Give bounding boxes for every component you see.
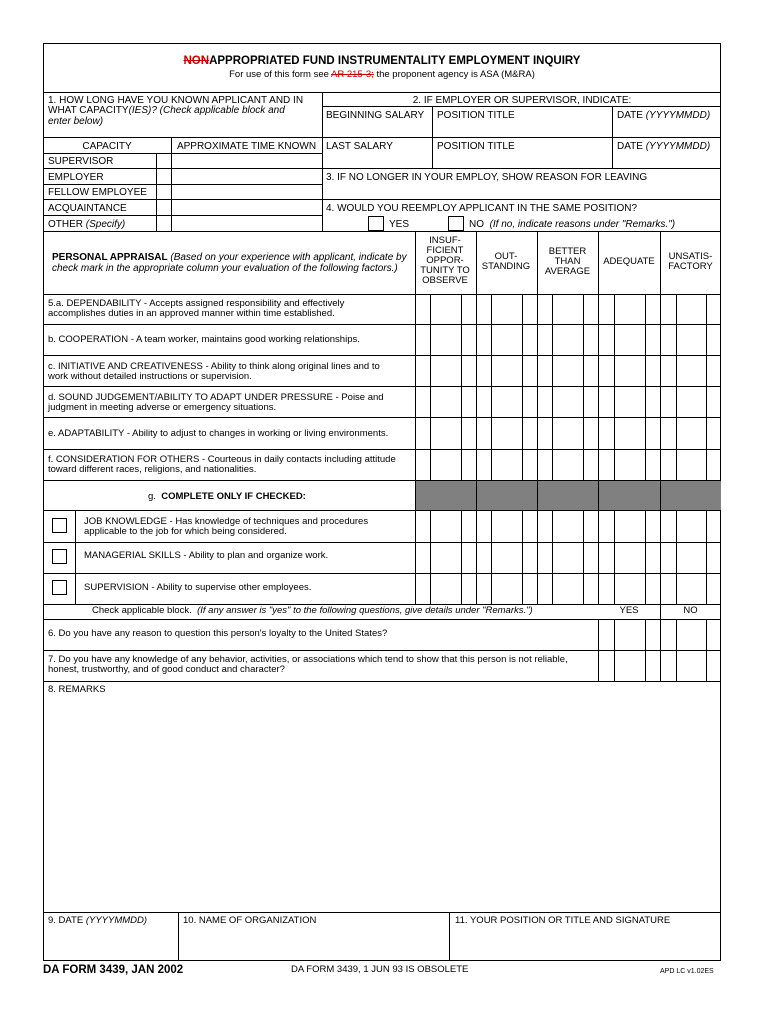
divider (522, 510, 523, 604)
q7-l2: honest, trustworthy, and of good conduct and character? (48, 664, 285, 675)
factor-adaptability (48, 429, 388, 439)
divider (449, 912, 450, 961)
factor-initiative (48, 362, 380, 382)
divider (645, 294, 646, 481)
divider (178, 912, 179, 961)
divider (430, 510, 431, 604)
col-time-known: APPROXIMATE TIME KNOWN (176, 141, 317, 152)
factor-judgement (48, 393, 384, 413)
sec1-line2 (48, 105, 285, 116)
date-label: DATE (617, 110, 643, 121)
divider (43, 510, 721, 511)
divider (676, 619, 677, 681)
subtitle-part-a: For use of this form see (229, 69, 332, 80)
version-label: APD LC v1.02ES (660, 968, 714, 975)
divider (676, 294, 677, 481)
col1-l5: OBSERVE (422, 275, 468, 286)
title-strike-prefix: NON (183, 55, 210, 67)
divider (598, 231, 599, 604)
col2-l1: OUT- (494, 251, 518, 262)
divider (706, 619, 707, 681)
other-hint: (Specify) (85, 219, 126, 230)
divider (415, 231, 416, 604)
divider (43, 231, 721, 232)
divider (43, 184, 322, 185)
remarks-label: 8. REMARKS (48, 684, 106, 695)
divider (660, 231, 661, 604)
other-label: OTHER (48, 219, 83, 230)
reemploy-no-checkbox[interactable] (448, 216, 464, 231)
sec1-line2a: WHAT CAPACITY (48, 105, 129, 116)
position-title-label: POSITION TITLE (437, 141, 515, 152)
sec1-line3: enter below) (48, 116, 104, 127)
divider (43, 355, 721, 356)
divider (322, 92, 323, 199)
appraisal-hint1: (Based on your experience with applicant, indicate by (170, 252, 407, 263)
yes-column-label: YES (619, 605, 639, 616)
g-supervision (84, 583, 311, 593)
factor-a-l2: accomplishes duties in an approved manner within time established. (48, 308, 335, 319)
divider (491, 294, 492, 481)
divider (706, 510, 707, 604)
g-item1-l2: applicable to the job for which being considered. (84, 526, 287, 537)
divider (614, 619, 615, 681)
divider (476, 231, 477, 604)
divider (537, 231, 538, 604)
reemploy-no-label: NO (469, 219, 484, 230)
factor-a-l1: 5.a. DEPENDABILITY - Accepts assigned responsibility and effectively (48, 298, 345, 309)
col1-l3: OPPOR- (426, 255, 464, 266)
divider (583, 510, 584, 604)
form-title (43, 55, 721, 68)
col1-l2: FICIENT (426, 245, 464, 256)
date-format: (YYYYMMDD) (645, 141, 711, 152)
divider (614, 294, 615, 481)
col3-l3: AVERAGE (544, 266, 591, 277)
divider (43, 681, 721, 682)
g-item2-l1: MANAGERIAL SKILLS - Ability to plan and organize work. (84, 550, 329, 561)
date-label-1 (617, 110, 710, 121)
q7-conduct (48, 655, 568, 675)
obsolete-notice: DA FORM 3439, 1 JUN 93 IS OBSOLETE (291, 964, 469, 975)
managerial-skills-checkbox[interactable] (52, 549, 67, 564)
factor-consideration (48, 455, 396, 475)
divider (645, 619, 646, 681)
divider (598, 619, 599, 681)
factor-d-l2: judgment in meeting adverse or emergency situations. (48, 402, 277, 413)
divider (491, 510, 492, 604)
divider (43, 294, 721, 295)
divider (461, 294, 462, 481)
capacity-other (48, 219, 125, 230)
factor-e-l1: e. ADAPTABILITY - Ability to adjust to changes in working or living environments. (48, 428, 389, 439)
divider (43, 542, 721, 543)
col1-l4: TUNITY TO (420, 265, 470, 276)
col-capacity: CAPACITY (82, 141, 132, 152)
divider (43, 912, 721, 913)
col-adequate (598, 257, 660, 267)
factor-b-l1: b. COOPERATION - A team worker, maintains good working relationships. (48, 334, 360, 345)
sec-g-label: COMPLETE ONLY IF CHECKED: (161, 491, 306, 502)
form-number: DA FORM 3439, JAN 2002 (43, 964, 184, 976)
reemploy-no (469, 219, 675, 230)
factor-dependability (48, 299, 344, 319)
divider (660, 604, 661, 681)
factor-cooperation (48, 335, 360, 345)
factor-c-l1: c. INITIATIVE AND CREATIVENESS - Ability to think along original lines and to (48, 361, 380, 372)
date-label-2 (617, 141, 710, 152)
g-item3-l1: SUPERVISION - Ability to supervise other employees. (84, 582, 312, 593)
beginning-salary-label: BEGINNING SALARY (326, 110, 425, 121)
col-unsatisfactory (660, 252, 721, 272)
reemploy-no-hint: (If no, indicate reasons under "Remarks.") (489, 219, 676, 230)
divider (322, 199, 323, 231)
divider (75, 510, 76, 604)
sec2-heading: 2. IF EMPLOYER OR SUPERVISOR, INDICATE: (412, 95, 632, 106)
position-signature-label: 11. YOUR POSITION OR TITLE AND SIGNATURE (455, 915, 671, 926)
form-subtitle (43, 69, 721, 80)
divider (43, 386, 721, 387)
divider (43, 153, 322, 154)
date-field-label (48, 916, 147, 926)
title-text: APPROPRIATED FUND INSTRUMENTALITY EMPLOYMENT INQUIRY (209, 55, 581, 67)
divider (552, 294, 553, 481)
bottom-date-label: 9. DATE (48, 915, 84, 926)
col3-l1: BETTER (548, 246, 587, 257)
q6-loyalty: 6. Do you have any reason to question this person's loyalty to the United States? (48, 628, 388, 639)
no-column-label: NO (683, 605, 698, 616)
divider (43, 619, 721, 620)
organization-label: 10. NAME OF ORGANIZATION (183, 915, 317, 926)
factor-f-l1: f. CONSIDERATION FOR OTHERS - Courteous in daily contacts including attitude (48, 454, 396, 465)
sec4-label: 4. WOULD YOU REEMPLOY APPLICANT IN THE SAME POSITION? (326, 203, 638, 214)
factor-f-l2: toward different races, religions, and nationalities. (48, 464, 257, 475)
col-outstanding (476, 252, 536, 272)
appraisal-line1 (52, 252, 407, 263)
q7-l1: 7. Do you have any knowledge of any behavior, activities, or associations which tend to show that this person is not reliable, (48, 654, 568, 665)
divider (43, 573, 721, 574)
check-applicable (92, 606, 533, 616)
col4-l1: ADEQUATE (603, 256, 655, 267)
bottom-date-format: (YYYYMMDD) (85, 915, 148, 926)
col1-l1: INSUF- (429, 235, 461, 246)
divider (706, 294, 707, 481)
divider (43, 324, 721, 325)
capacity-fellow-employee: FELLOW EMPLOYEE (48, 187, 147, 198)
divider (43, 92, 721, 93)
g-job-knowledge (84, 517, 368, 537)
subtitle-struck-reference: AR 215-3; (331, 69, 374, 80)
divider (430, 294, 431, 481)
divider (583, 294, 584, 481)
factor-d-l1: d. SOUND JUDGEMENT/ABILITY TO ADAPT UNDER PRESSURE - Poise and (48, 392, 384, 403)
last-salary-label: LAST SALARY (326, 141, 393, 152)
capacity-supervisor: SUPERVISOR (48, 156, 114, 167)
divider (43, 168, 721, 169)
divider (461, 510, 462, 604)
col5-l1: UNSATIS- (668, 251, 713, 262)
divider (522, 294, 523, 481)
col3-l2: THAN (554, 256, 581, 267)
divider (43, 650, 721, 651)
divider (43, 215, 322, 216)
sec1-line1: 1. HOW LONG HAVE YOU KNOWN APPLICANT AND IN (48, 95, 304, 106)
divider (43, 449, 721, 450)
col-better-than-average (537, 247, 598, 277)
divider (43, 137, 721, 138)
reemploy-yes-label: YES (389, 219, 410, 230)
date-format: (YYYYMMDD) (645, 110, 711, 121)
sec-g-prefix: g. (148, 491, 156, 502)
check-applicable-hint: (If any answer is "yes" to the following questions, give details under "Remarks.") (197, 605, 533, 616)
divider (322, 106, 721, 107)
capacity-acquaintance: ACQUAINTANCE (48, 203, 127, 214)
divider (43, 417, 721, 418)
appraisal-label: PERSONAL APPRAISAL (52, 252, 168, 263)
col2-l2: STANDING (481, 261, 531, 272)
capacity-employer: EMPLOYER (48, 172, 104, 183)
divider (676, 510, 677, 604)
sec-g-heading (148, 492, 306, 502)
appraisal-line2: check mark in the appropriate column your evaluation of the following factors.) (52, 263, 398, 274)
date-label: DATE (617, 141, 643, 152)
divider (43, 199, 721, 200)
divider (614, 510, 615, 604)
g-managerial-skills (84, 551, 328, 561)
subtitle-part-b: the proponent agency is ASA (M&RA) (373, 69, 535, 80)
col-insufficient-opportunity (415, 236, 475, 286)
divider (645, 510, 646, 604)
sec1-line2b: (IES)? (Check applicable block and (128, 105, 285, 116)
divider (156, 153, 157, 231)
divider (552, 510, 553, 604)
col5-l2: FACTORY (668, 261, 713, 272)
job-knowledge-checkbox[interactable] (52, 518, 67, 533)
sec3-label: 3. IF NO LONGER IN YOUR EMPLOY, SHOW REASON FOR LEAVING (326, 172, 648, 183)
factor-c-l2: work without detailed instructions or supervision. (48, 371, 252, 382)
check-applicable-text: Check applicable block. (92, 605, 192, 616)
g-item1-l1: JOB KNOWLEDGE - Has knowledge of techniques and procedures (84, 516, 369, 527)
shaded-block (415, 481, 721, 510)
supervision-checkbox[interactable] (52, 580, 67, 595)
reemploy-yes-checkbox[interactable] (368, 216, 384, 231)
remarks-field[interactable] (44, 700, 720, 910)
position-title-label: POSITION TITLE (437, 110, 515, 121)
